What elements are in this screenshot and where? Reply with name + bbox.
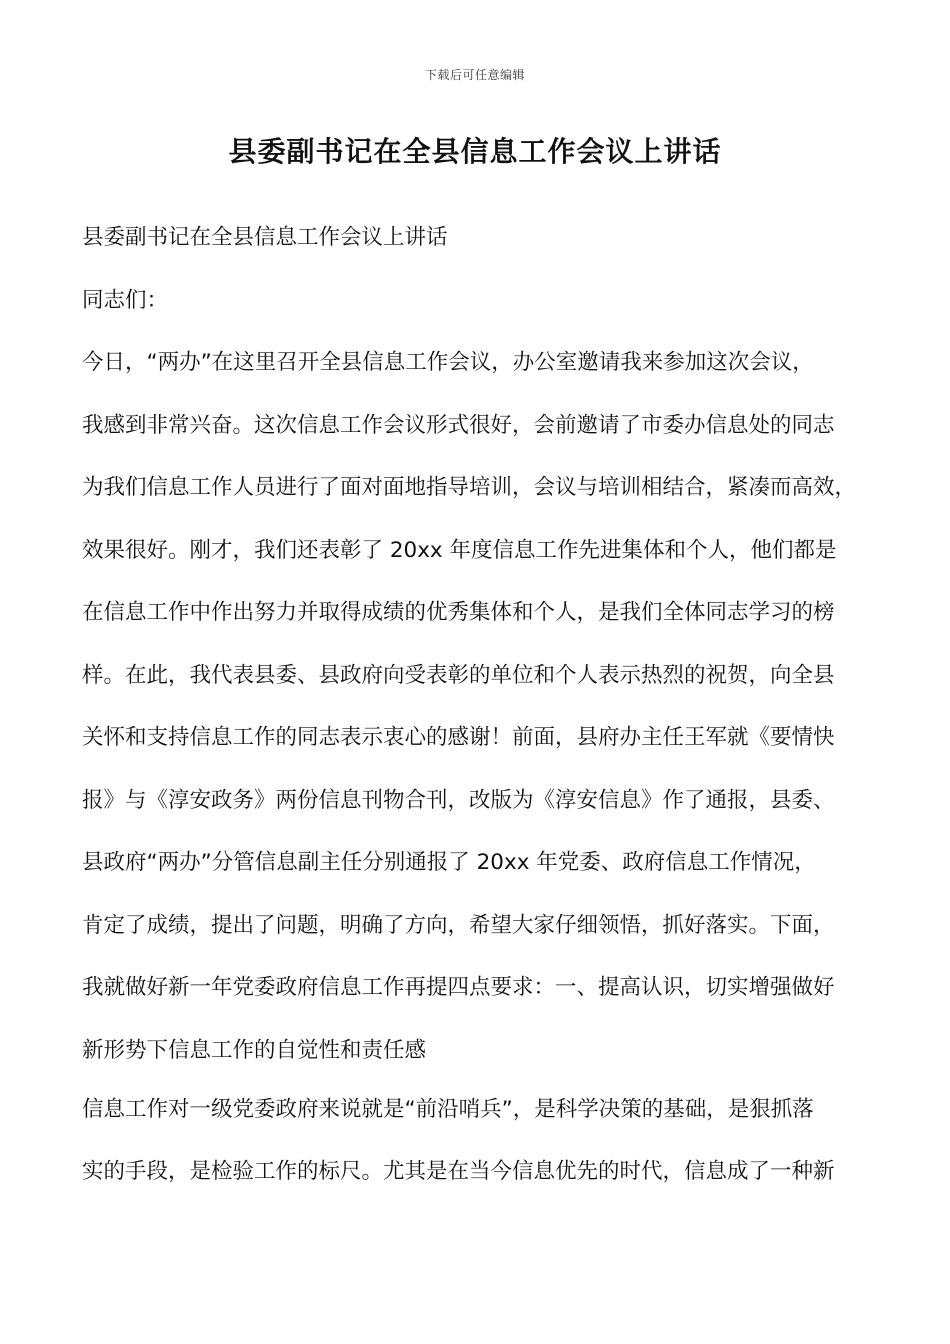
body-line: 肯定了成绩，提出了问题，明确了方向，希望大家仔细领悟，抓好落实。下面， [82, 912, 835, 938]
header-note: 下载后可任意编辑 [424, 68, 525, 82]
body-line: 关怀和支持信息工作的同志表示衷心的感谢！前面，县府办主任王军就《要情快 [82, 725, 835, 750]
body-line: 在信息工作中作出努力并取得成绩的优秀集体和个人，是我们全体同志学习的榜 [82, 600, 835, 625]
section-heading-line: 新形势下信息工作的自觉性和责任感 [82, 1037, 427, 1063]
body-line: 县政府“两办”分管信息副主任分别通报了 20xx 年党委、政府信息工作情况， [82, 850, 816, 875]
body-line: 我感到非常兴奋。这次信息工作会议形式很好，会前邀请了市委办信息处的同志 [82, 412, 835, 438]
body-line: 样。在此，我代表县委、县政府向受表彰的单位和个人表示热烈的祝贺，向全县 [82, 662, 835, 688]
body-line: 实的手段，是检验工作的标尺。尤其是在当今信息优先的时代，信息成了一种新 [82, 1159, 835, 1184]
document-title: 县委副书记在全县信息工作会议上讲话 [228, 135, 722, 168]
body-line: 报》与《淳安政务》两份信息刊物合刊，改版为《淳安信息》作了通报，县委、 [82, 787, 835, 813]
body-line: 我就做好新一年党委政府信息工作再提四点要求：一、提高认识，切实增强做好 [82, 975, 835, 1000]
body-line-salutation: 同志们： [82, 287, 169, 313]
body-line: 今日，“两办”在这里召开全县信息工作会议，办公室邀请我来参加这次会议， [82, 350, 814, 375]
document-body [82, 223, 882, 1220]
body-line-subtitle: 县委副书记在全县信息工作会议上讲话 [82, 225, 448, 250]
body-line: 信息工作对一级党委政府来说就是“前沿哨兵”，是科学决策的基础，是狠抓落 [82, 1096, 814, 1122]
body-line: 效果很好。刚才，我们还表彰了 20xx 年度信息工作先进集体和个人，他们都是 [82, 537, 837, 563]
body-line: 为我们信息工作人员进行了面对面地指导培训，会议与培训相结合，紧凑而高效， [82, 475, 857, 500]
